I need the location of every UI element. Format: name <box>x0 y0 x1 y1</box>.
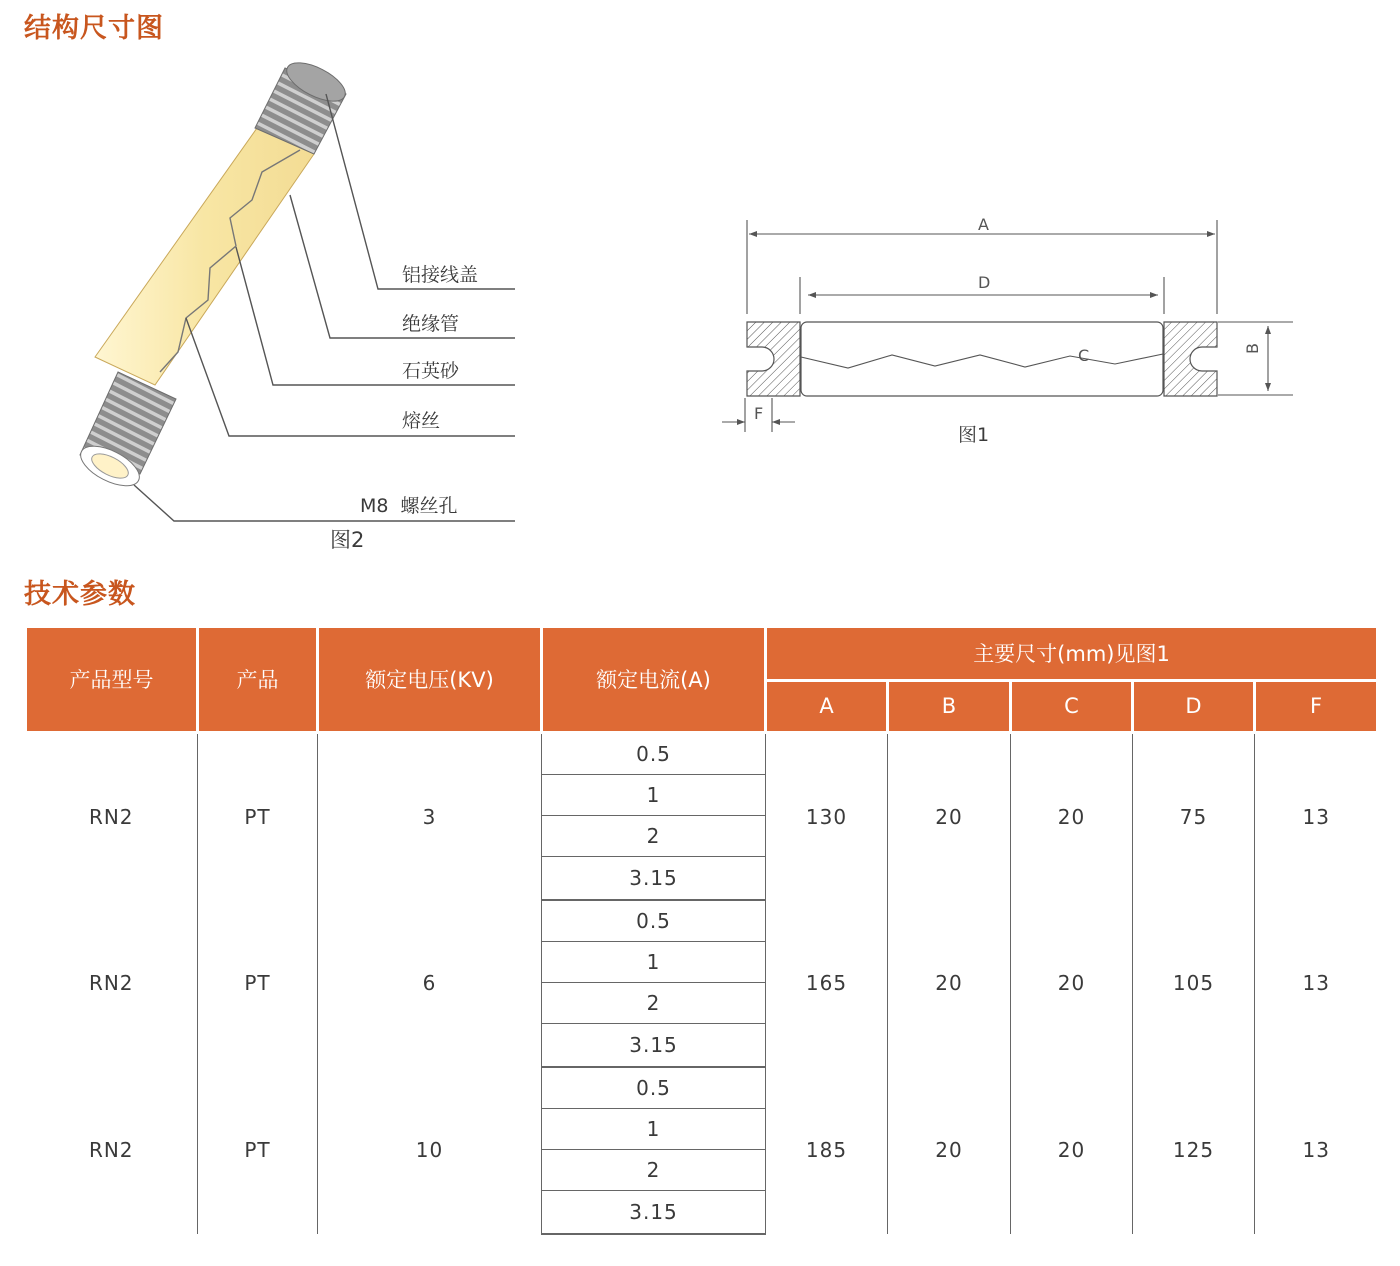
header-dim-c: C <box>1011 680 1133 732</box>
spec-table <box>24 628 1379 1235</box>
header-current: 额定电流(A) <box>542 628 766 732</box>
dim-label-b: B <box>1243 343 1262 354</box>
dim-label-a: A <box>978 215 989 234</box>
cell-dim-c: 20 <box>1011 732 1133 900</box>
dim-label-d: D <box>978 273 991 292</box>
cell-voltage: 10 <box>318 1067 542 1234</box>
cell-current: 0.5 <box>542 1067 766 1109</box>
cell-dim-f: 13 <box>1302 1138 1330 1162</box>
cell-dim-a: 165 <box>766 900 888 1067</box>
callout-m8-screw-hole: M8 螺丝孔 <box>360 495 458 517</box>
table-row <box>26 732 1378 774</box>
cell-current: 2 <box>542 1149 766 1190</box>
cell-dim-a: 185 <box>766 1067 888 1234</box>
callout-quartz-sand: 石英砂 <box>402 360 460 382</box>
header-model: 产品型号 <box>26 628 198 732</box>
callout-insulating-tube: 绝缘管 <box>402 313 460 335</box>
header-dim-f: F <box>1255 680 1378 732</box>
cell-product: PT <box>198 1067 318 1234</box>
cell-current: 2 <box>542 982 766 1023</box>
cell-model: RN2 <box>26 1067 198 1234</box>
cell-dim-d: 125 <box>1133 1067 1255 1234</box>
cell-current: 2 <box>542 815 766 856</box>
dim-label-f: F <box>754 404 764 423</box>
cell-dim-f: 13 <box>1302 971 1330 995</box>
table-row <box>26 1067 1378 1109</box>
cell-dim-f: 13 <box>1302 804 1330 829</box>
header-voltage: 额定电压(KV) <box>318 628 542 732</box>
cell-dim-b: 20 <box>888 900 1011 1067</box>
cell-current: 1 <box>542 941 766 982</box>
cell-product: PT <box>198 732 318 900</box>
callout-aluminum-cap: 铝接线盖 <box>402 264 479 286</box>
callout-fuse-wire: 熔丝 <box>402 410 441 432</box>
cell-current: 3.15 <box>542 1023 766 1067</box>
cell-current: 1 <box>542 774 766 815</box>
header-dim-a: A <box>766 680 888 732</box>
header-dims: 主要尺寸(mm)见图1 <box>766 628 1378 680</box>
header-dim-b: B <box>888 680 1011 732</box>
header-dim-d: D <box>1133 680 1255 732</box>
structure-section-title: 结构尺寸图 <box>24 13 164 44</box>
cell-dim-c: 20 <box>1011 1067 1133 1234</box>
dimension-drawing-figure <box>0 0 1400 560</box>
cell-model: RN2 <box>26 732 198 900</box>
cell-dim-d: 75 <box>1133 732 1255 900</box>
cell-voltage: 3 <box>318 732 542 900</box>
spec-table-body <box>26 732 1378 1234</box>
table-row <box>26 900 1378 942</box>
cell-product: PT <box>198 900 318 1067</box>
cell-current: 3.15 <box>542 1190 766 1234</box>
dim-label-c: C <box>1078 346 1090 365</box>
cell-dim-c: 20 <box>1011 900 1133 1067</box>
cell-current: 3.15 <box>542 856 766 900</box>
header-product: 产品 <box>198 628 318 732</box>
cell-current: 0.5 <box>542 900 766 942</box>
cell-model: RN2 <box>26 900 198 1067</box>
cell-voltage: 6 <box>318 900 542 1067</box>
figure1-caption: 图1 <box>958 424 990 446</box>
cell-dim-b: 20 <box>888 732 1011 900</box>
figure2-caption: 图2 <box>330 528 365 552</box>
cell-dim-b: 20 <box>888 1067 1011 1234</box>
cell-current: 0.5 <box>542 732 766 774</box>
cell-current: 1 <box>542 1108 766 1149</box>
cell-dim-d: 105 <box>1133 900 1255 1067</box>
cell-dim-a: 130 <box>766 732 888 900</box>
params-section-title: 技术参数 <box>24 579 136 610</box>
